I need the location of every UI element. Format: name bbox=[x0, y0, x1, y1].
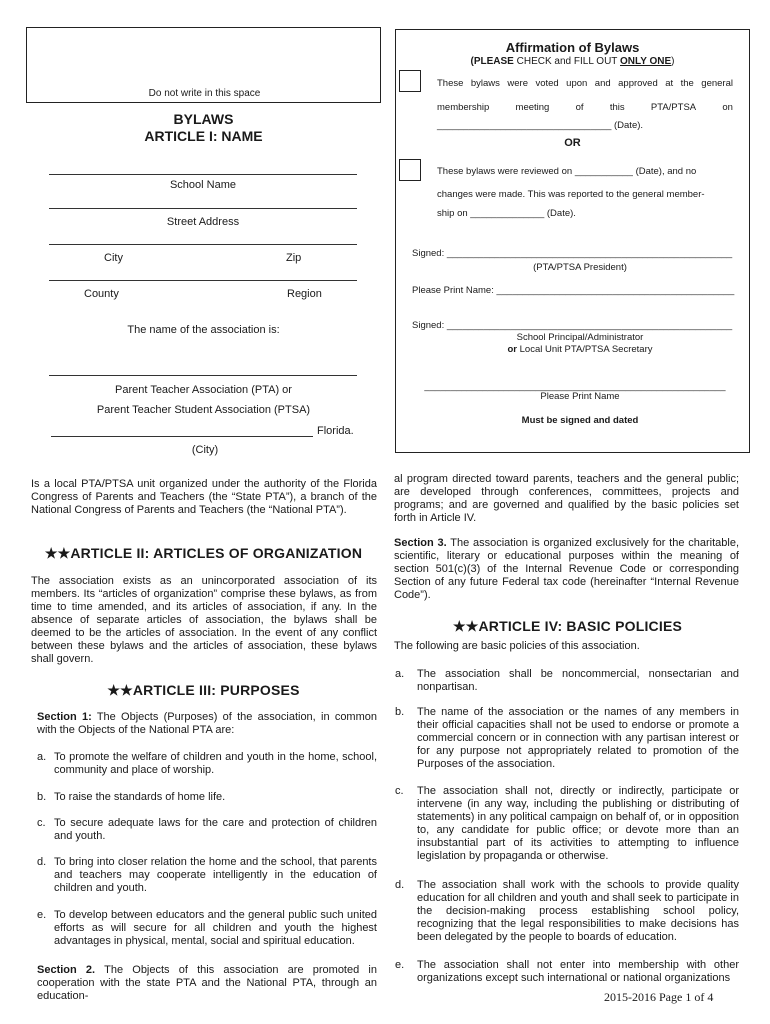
city-zip-line[interactable] bbox=[49, 244, 357, 245]
intro-paragraph: Is a local PTA/PTSA unit organized under the authority of the Florida Congress of Parents and Teachers (the “State PTA”), a branch of the National Congress of Parents and Teachers (the “National PTA”). bbox=[31, 478, 377, 516]
zip-label: Zip bbox=[286, 252, 302, 264]
do-not-write-box bbox=[26, 27, 381, 103]
option-voted-checkbox[interactable] bbox=[399, 70, 421, 92]
president-print-name-line[interactable]: Please Print Name: _____________________________________________ bbox=[412, 285, 735, 296]
purpose-item-b: b. To raise the standards of home life. bbox=[37, 791, 226, 803]
article-3-title: ★★ARTICLE III: PURPOSES bbox=[107, 682, 300, 698]
association-name-line[interactable] bbox=[49, 375, 357, 376]
option-reviewed-line1: These bylaws were reviewed on ___________ (Date), and no bbox=[437, 166, 697, 177]
principal-signature-line[interactable]: Signed: ______________________________________________________ bbox=[412, 320, 733, 331]
ptsa-option: Parent Teacher Student Association (PTSA) bbox=[96, 404, 311, 416]
county-region-line[interactable] bbox=[49, 280, 357, 281]
policy-item-e: e. The association shall not enter into membership with other organizations except such international or national organizations bbox=[395, 959, 739, 984]
purpose-item-c: c. To secure adequate laws for the care and protection of children and youth. bbox=[37, 817, 377, 842]
secretary-role-label: or Local Unit PTA/PTSA Secretary bbox=[507, 344, 653, 355]
school-name-line[interactable] bbox=[49, 174, 357, 175]
article-4-title: ★★ARTICLE IV: BASIC POLICIES bbox=[452, 618, 683, 634]
affirmation-title: Affirmation of Bylaws bbox=[505, 40, 640, 55]
bylaws-title: BYLAWS bbox=[173, 111, 234, 127]
or-separator: OR bbox=[564, 137, 581, 149]
policy-item-a: a. The association shall be noncommercial, nonsectarian and nonpartisan. bbox=[395, 668, 739, 693]
option-reviewed-checkbox[interactable] bbox=[399, 159, 421, 181]
section-3-text: Section 3. The association is organized exclusively for the charitable, scientific, literary or educational purposes within the meaning of section 501(c)(3) of the Internal Revenue Code or corresponding Section of any future Federal tax code (hereinafter “Internal Revenue Code”). bbox=[394, 537, 739, 601]
article-2-text: The association exists as an unincorporated association of its members. Its “articles of organization” comprise these bylaws, as from time to time amended, and its articles of association, if any. In the absence of separate articles of association, the bylaws shall be deemed to be the articles of association. In the event of any conflict between these bylaws and the articles of association, these bylaws shall govern. bbox=[31, 575, 377, 665]
association-name-prompt: The name of the association is: bbox=[127, 324, 280, 336]
policy-item-c: c. The association shall not, directly or indirectly, participate or intervene (in any way, including the publishing or distributing of statements) in any political campaign on behalf of, or in opposition to, any candidate for public office; or devote more than an insubstantial part of its activities to attempting to influence legislation by propaganda or otherwise. bbox=[395, 785, 739, 862]
affirmation-subtitle: (PLEASE CHECK and FILL OUT ONLY ONE) bbox=[470, 56, 675, 67]
policy-item-b: b. The name of the association or the names of any members in their official capacities shall not be used to endorse or promote a commercial concern or in connection with any partisan interest or for any purpose not appropriately related to promotion of the Purposes of the association. bbox=[395, 706, 739, 770]
president-role-label: (PTA/PTSA President) bbox=[533, 262, 627, 273]
article-1-title: ARTICLE I: NAME bbox=[144, 128, 263, 144]
purpose-item-a: a. To promote the welfare of children and youth in the home, school, community and place of worship. bbox=[37, 751, 377, 776]
president-signature-line[interactable]: Signed: ______________________________________________________ bbox=[412, 248, 733, 259]
option-reviewed-line2: changes were made. This was reported to the general member- bbox=[437, 189, 705, 200]
school-name-label: School Name bbox=[169, 179, 237, 191]
section-2-text: Section 2. The Objects of this association are promoted in cooperation with the state PTA and the National PTA, through an education- bbox=[37, 964, 377, 1002]
do-not-write-note: Do not write in this space bbox=[148, 88, 261, 99]
option-reviewed-line3[interactable]: ship on ______________ (Date). bbox=[437, 208, 576, 219]
florida-label: Florida. bbox=[317, 425, 354, 437]
print-name-label: Please Print Name bbox=[540, 391, 620, 402]
pta-option: Parent Teacher Association (PTA) or bbox=[115, 384, 292, 396]
street-address-label: Street Address bbox=[166, 216, 240, 228]
option-voted-line2: membership meeting of this PTA/PTSA on bbox=[437, 102, 733, 113]
policy-item-d: d. The association shall work with the schools to provide quality education for all children and youth and shall seek to participate in the decision-making process establishing school policy, recognizing that the legal responsibilities to make decisions has been delegated by the people to boards of education. bbox=[395, 879, 739, 943]
principal-role-label: School Principal/Administrator bbox=[516, 332, 644, 343]
article-4-intro: The following are basic policies of this association. bbox=[394, 640, 640, 652]
city-label: City bbox=[104, 252, 123, 264]
article-2-title: ★★ARTICLE II: ARTICLES OF ORGANIZATION bbox=[44, 545, 363, 561]
option-voted-line1: These bylaws were voted upon and approved at the general bbox=[437, 78, 733, 89]
county-label: County bbox=[84, 288, 119, 300]
must-sign-note: Must be signed and dated bbox=[521, 415, 639, 426]
page-number: 2015-2016 Page 1 of 4 bbox=[604, 990, 714, 1004]
purpose-item-e: e. To develop between educators and the general public such united efforts as will secure for all children and youth the highest advantages in physical, mental, social and spiritual education. bbox=[37, 909, 377, 947]
street-address-line[interactable] bbox=[49, 208, 357, 209]
purpose-item-d: d. To bring into closer relation the home and the school, that parents and teachers may cooperate intelligently in the education of children and youth. bbox=[37, 856, 377, 894]
city-paren-label: (City) bbox=[191, 444, 219, 456]
section-1-text: Section 1: The Objects (Purposes) of the association, in common with the Objects of the National PTA are: bbox=[37, 711, 377, 736]
region-label: Region bbox=[287, 288, 322, 300]
section-2-continued: al program directed toward parents, teachers and the general public; are developed through conferences, committees, projects and programs; and are governed and qualified by the basic policies set forth in Article IV. bbox=[394, 473, 739, 524]
option-voted-date[interactable]: _________________________________ (Date). bbox=[437, 120, 644, 131]
print-name-line[interactable]: _________________________________________________________ bbox=[424, 381, 726, 392]
city-name-line[interactable] bbox=[51, 436, 313, 437]
